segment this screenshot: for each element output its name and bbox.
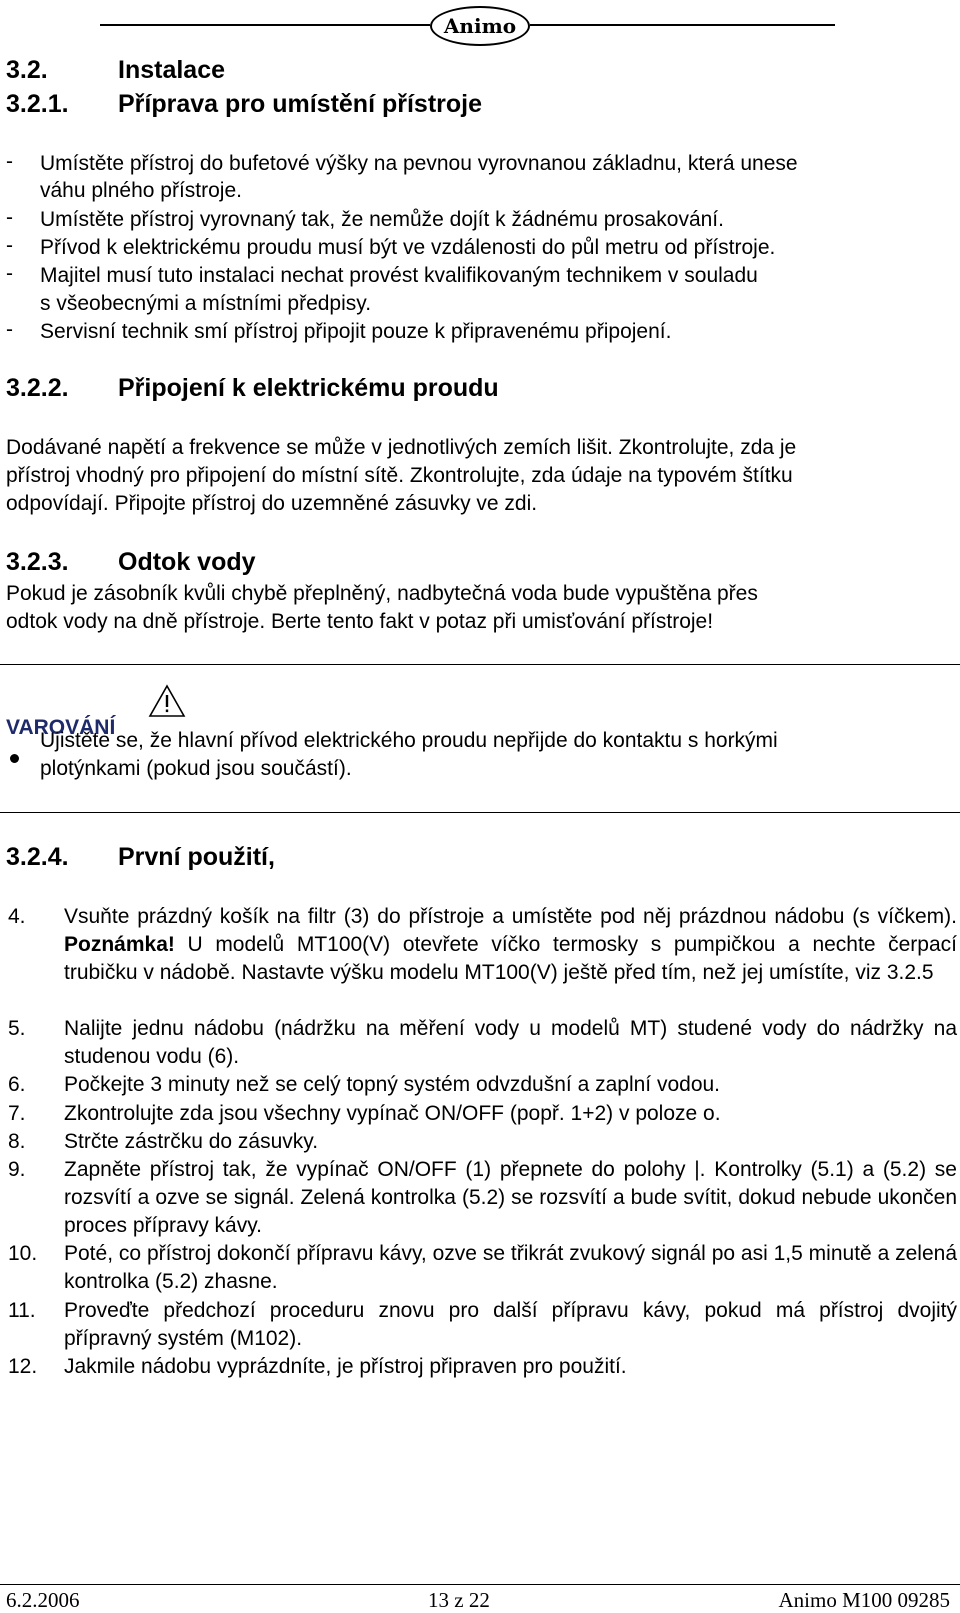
header-rule-right <box>530 24 835 26</box>
footer-date: 6.2.2006 <box>6 1588 80 1612</box>
list-item: Umístěte přístroj vyrovnaný tak, že nemůže dojít k žádnému prosakování. <box>40 208 724 231</box>
step-text-part: U modelů MT100(V) otevřete víčko termosky s pumpičkou a nechte čerpací trubičku v nádobě. Nastavte výšku modelu MT100(V) ještě před tím, než jej umístíte, viz 3.2.5 <box>64 933 957 984</box>
step-text: Nalijte jednu nádobu (nádržku na měření vody u modelů MT) studené vody do nádržky na studenou vodu (6). <box>64 1017 957 1068</box>
section-heading-3-2-1 <box>6 90 482 119</box>
list-item-continued: s všeobecnými a místními předpisy. <box>40 292 372 315</box>
section-title: První použití, <box>118 843 275 871</box>
warning-line: Ujistěte se, že hlavní přívod elektrického proudu nepřijde do kontaktu s horkými <box>40 729 778 752</box>
step-text: Poté, co přístroj dokončí přípravu kávy, ozve se třikrát zvukový signál po asi 1,5 minutě a zelená kontrolka (5.2) zhasne. <box>64 1242 957 1293</box>
section-title: Instalace <box>118 56 226 84</box>
step-number: 8. <box>8 1130 26 1153</box>
divider <box>0 664 960 665</box>
header-rule-left <box>100 24 430 26</box>
section-number: 3.2.1. <box>6 90 69 118</box>
logo-text: Animo <box>443 14 517 38</box>
step-note-label: Poznámka! <box>64 933 175 956</box>
list-item: Majitel musí tuto instalaci nechat provést kvalifikovaným technikem v souladu <box>40 264 758 287</box>
paragraph-line: Dodávané napětí a frekvence se může v jednotlivých zemích lišit. Zkontrolujte, zda je <box>6 436 797 459</box>
step-number: 12. <box>8 1355 38 1378</box>
paragraph-line: přístroj vhodný pro připojení do místní sítě. Zkontrolujte, zda údaje na typovém štítku <box>6 464 793 487</box>
list-item: Servisní technik smí přístroj připojit pouze k připravenému připojení. <box>40 320 672 343</box>
section-title: Odtok vody <box>118 548 256 576</box>
divider <box>0 812 960 813</box>
footer-page-number: 13 z 22 <box>428 1588 490 1612</box>
step-text: Proveďte předchozí proceduru znovu pro další přípravu kávy, pokud má přístroj dvojitý přípravný systém (M102). <box>64 1299 957 1350</box>
step-text: Zapněte přístroj tak, že vypínač ON/OFF (1) přepnete do polohy |. Kontrolky (5.1) a (5.2) se rozsvítí a ozve se signál. Zelená kontrolka (5.2) se rozsvítí a bude svítit, dokud nebude ukončen proces přípravy kávy. <box>64 1158 957 1237</box>
section-heading-3-2-2 <box>6 374 499 403</box>
warning-line: plotýnkami (pokud jsou součástí). <box>40 757 352 780</box>
section-number: 3.2.4. <box>6 843 69 871</box>
footer-rule <box>0 1584 960 1585</box>
list-item: Umístěte přístroj do bufetové výšky na pevnou vyrovnanou základnu, která unese <box>40 152 798 175</box>
step-number: 7. <box>8 1102 26 1125</box>
list-dash: - <box>6 262 13 285</box>
paragraph-line: odpovídají. Připojte přístroj do uzemněné zásuvky ve zdi. <box>6 492 538 515</box>
section-number: 3.2.2. <box>6 374 69 402</box>
section-number: 3.2. <box>6 56 48 84</box>
paragraph-line: odtok vody na dně přístroje. Berte tento fakt v potaz při umisťování přístroje! <box>6 610 714 633</box>
animo-logo <box>430 6 530 46</box>
step-text <box>64 903 957 987</box>
list-item-continued: váhu plného přístroje. <box>40 179 242 202</box>
step-number: 11. <box>8 1299 36 1322</box>
section-heading-3-2 <box>6 56 225 85</box>
step-number: 9. <box>8 1158 26 1181</box>
bullet-icon <box>10 754 19 763</box>
step-text: Strčte zástrčku do zásuvky. <box>64 1130 319 1153</box>
section-heading-3-2-4 <box>6 843 275 872</box>
list-dash: - <box>6 234 13 257</box>
step-text: Počkejte 3 minuty než se celý topný systém odvzdušní a zaplní vodou. <box>64 1073 721 1096</box>
step-text: Zkontrolujte zda jsou všechny vypínač ON/OFF (popř. 1+2) v poloze o. <box>64 1102 721 1125</box>
section-heading-3-2-3 <box>6 548 256 577</box>
step-text: Jakmile nádobu vyprázdníte, je přístroj připraven pro použití. <box>64 1355 627 1378</box>
paragraph-line: Pokud je zásobník kvůli chybě přeplněný, nadbytečná voda bude vypuštěna přes <box>6 582 758 605</box>
warning-triangle-icon <box>148 684 186 718</box>
list-dash: - <box>6 318 13 341</box>
list-dash: - <box>6 150 13 173</box>
step-number: 10. <box>8 1242 38 1265</box>
section-title: Příprava pro umístění přístroje <box>118 90 482 118</box>
step-number: 4. <box>8 905 26 928</box>
section-number: 3.2.3. <box>6 548 69 576</box>
step-number: 6. <box>8 1073 26 1096</box>
footer-model: Animo M100 09285 <box>778 1588 950 1612</box>
section-title: Připojení k elektrickému proudu <box>118 374 499 402</box>
warning-title: VAROVÁNÍ <box>6 716 116 739</box>
step-text-part: Vsuňte prázdný košík na filtr (3) do přístroje a umístěte pod něj prázdnou nádobu (s víčkem). <box>64 905 957 928</box>
list-item: Přívod k elektrickému proudu musí být ve vzdálenosti do půl metru od přístroje. <box>40 236 776 259</box>
step-number: 5. <box>8 1017 26 1040</box>
list-dash: - <box>6 206 13 229</box>
